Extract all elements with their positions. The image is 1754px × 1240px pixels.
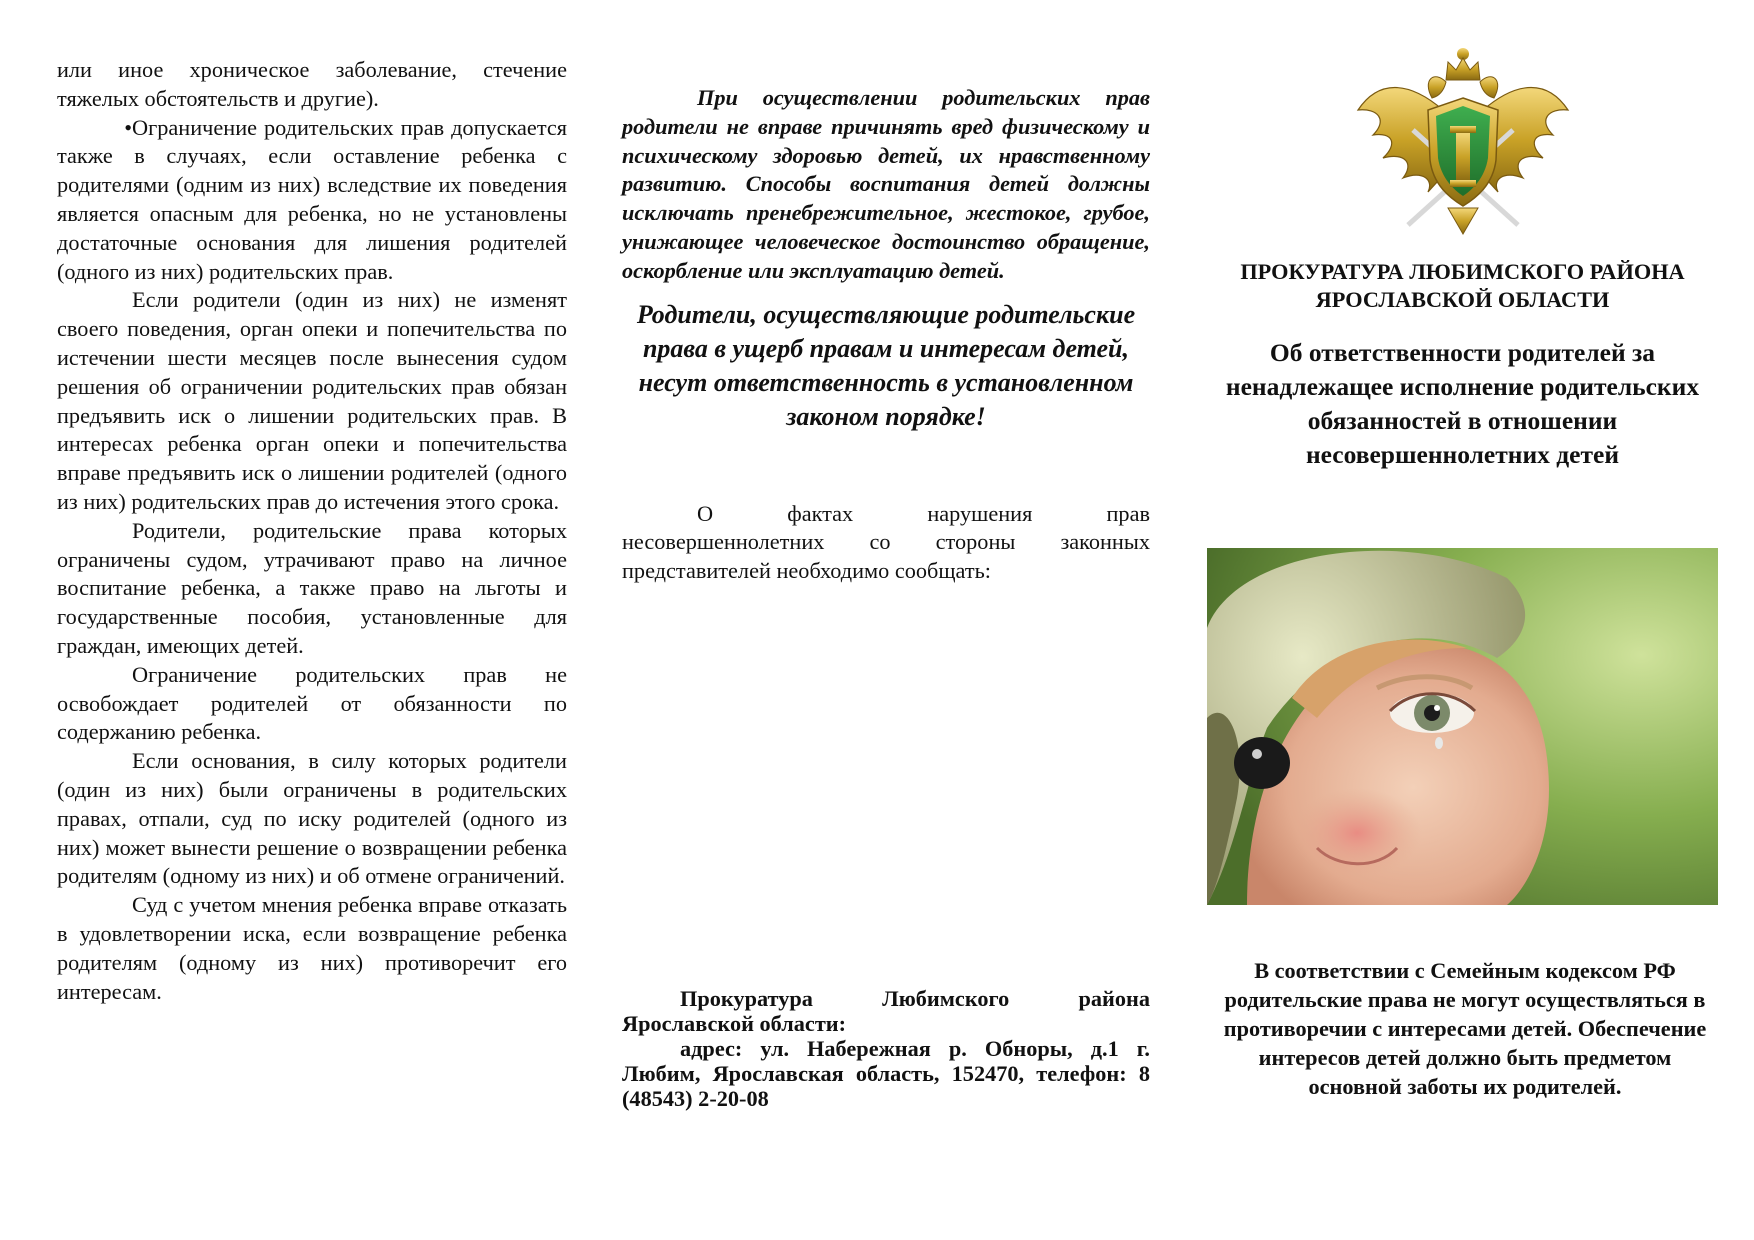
organization-name: ПРОКУРАТУРА ЛЮБИМСКОГО РАЙОНА ЯРОСЛАВСКОЙ ОБЛАСТИ <box>1240 259 1685 312</box>
bullet-icon: • <box>124 114 132 140</box>
prosecutor-emblem-icon <box>1348 40 1578 238</box>
crying-child-photo <box>1207 548 1718 905</box>
left-paragraph-4: Ограничение родительских прав не освобождает родителей от обязанности по содержанию ребенка. <box>57 661 567 745</box>
left-column <box>57 56 567 1006</box>
left-paragraph-0: или иное хроническое заболевание, стечение тяжелых обстоятельств и другие). <box>57 57 567 111</box>
left-paragraph-1-text: Ограничение родительских прав допускается также в случаях, если оставление ребенка с родителями (одним из них) вследствие их поведения является опасным для ребенка, но не установлены достаточные основания для лишения родителей (одного из них) родительских прав. <box>57 114 567 284</box>
right-column <box>1205 40 1720 472</box>
contact-block <box>622 986 1150 1111</box>
parental-rights-paragraph: При осуществлении родительских прав родители не вправе причинять вред физическому и психическому здоровью детей, их нравственному развитию. Способы воспитания детей должны исключать пренебрежительное, жестокое, грубое, унижающее человеческое достоинство обращение, оскорбление или эксплуатацию детей. <box>622 85 1150 283</box>
contact-org: Прокуратура Любимского района Ярославской области: <box>622 986 1150 1036</box>
leaflet-title: Об ответственности родителей за ненадлежащее исполнение родительских обязанностей в отношении несовершеннолетних детей <box>1225 338 1700 469</box>
family-code-quote: В соответствии с Семейным кодексом РФ родительские права не могут осуществляться в противоречии с интересами детей. Обеспечение интересов детей должно быть предметом основной заботы их родителей. <box>1223 958 1707 1100</box>
report-instructions: О фактах нарушения прав несовершеннолетних со стороны законных представителей необходимо сообщать: <box>622 500 1150 584</box>
middle-column <box>622 84 1150 1111</box>
left-paragraph-2: Если родители (один из них) не изменят своего поведения, орган опеки и попечительства по истечении шести месяцев после вынесения судом решения об ограничении родительских прав обязан предъявить иск о лишении родительских прав. В интересах ребенка орган опеки и попечительства вправе предъявить иск о лишении родителей (одного из них) родительских прав до истечения этого срока. <box>57 287 567 514</box>
left-paragraph-1 <box>57 114 567 287</box>
left-paragraph-3: Родители, родительские права которых ограничены судом, утрачивают право на личное воспитание ребенка, а также право на льготы и государственные пособия, установленные для граждан, имеющих детей. <box>57 517 567 658</box>
contact-address: адрес: ул. Набережная р. Обноры, д.1 г. Любим, Ярославская область, 152470, телефон: 8 (48543) 2-20-08 <box>622 1036 1150 1111</box>
left-paragraph-5: Если основания, в силу которых родители (один из них) были ограничены в родительских правах, отпали, суд по иску родителей (одного из них) может вынести решение о возвращении ребенка родителям (одному из них) и об отмене ограничений. <box>57 748 567 889</box>
left-paragraph-6: Суд с учетом мнения ребенка вправе отказать в удовлетворении иска, если возвращение ребенка родителям (одному из них) противоречит его интересам. <box>57 892 567 1004</box>
responsibility-statement: Родители, осуществляющие родительские права в ущерб правам и интересам детей, несут ответственность в установленном законом порядке! <box>636 299 1136 431</box>
